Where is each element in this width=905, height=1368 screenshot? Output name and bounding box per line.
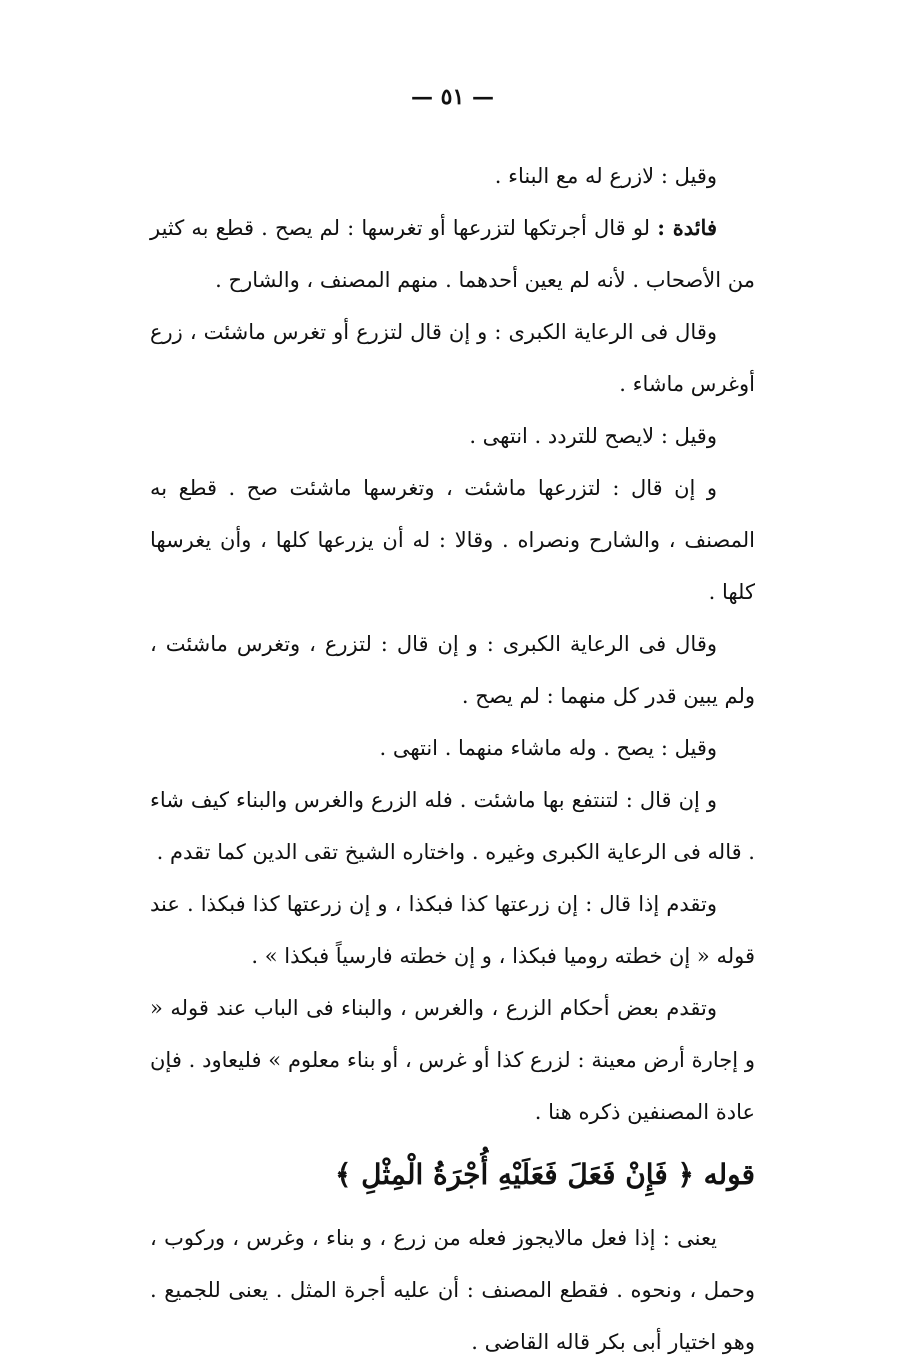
paragraph: وتقدم بعض أحكام الزرع ، والغرس ، والبناء فى الباب عند قوله « و إجارة أرض معينة : لزرع كذا أو غرس ، أو بناء معلوم » فليعاود . فإن عادة المصنفين ذكره هنا . — [150, 996, 755, 1124]
paragraph: وتقدم إذا قال : إن زرعتها كذا فبكذا ، و إن زرعتها كذا فبكذا . عند قوله « إن خطته روميا فبكذا ، و إن خطته فارسياً فبكذا » . — [150, 892, 755, 968]
paragraph-text: لو قال أجرتكها لتزرعها أو تغرسها : لم يصح . قطع به كثير من الأصحاب . لأنه لم يعين أحدهما . منهم المصنف ، والشارح . — [150, 216, 755, 292]
paragraph: وقيل : يصح . وله ماشاء منهما . انتهى . — [379, 736, 717, 760]
note-label: فائدة : — [657, 215, 717, 240]
section-heading: قوله ﴿ فَإِنْ فَعَلَ فَعَلَيْهِ أُجْرَةُ الْمِثْلِ ﴾ — [335, 1158, 755, 1191]
paragraph: و إن قال : لتنتفع بها ماشئت . فله الزرع والغرس والبناء كيف شاء . قاله فى الرعاية الكبرى وغيره . واختاره الشيخ تقى الدين كما تقدم . — [150, 788, 755, 864]
body-text — [150, 150, 755, 1368]
page-number: — ٥١ — — [411, 84, 494, 110]
paragraph: وقال فى الرعاية الكبرى : و إن قال : لتزرع ، وتغرس ماشئت ، ولم يبين قدر كل منهما : لم يصح . — [150, 632, 755, 708]
paragraph: يعنى : إذا فعل مالايجوز فعله من زرع ، و بناء ، وغرس ، وركوب ، وحمل ، ونحوه . فقطع المصنف : أن عليه أجرة المثل . يعنى للجميع . وهو اختيار أبى بكر قاله القاضى . — [150, 1226, 755, 1354]
paragraph — [150, 202, 755, 306]
paragraph: وقيل : لازرع له مع البناء . — [494, 164, 717, 188]
paragraph: و إن قال : لتزرعها ماشئت ، وتغرسها ماشئت صح . قطع به المصنف ، والشارح ونصراه . وقالا : له أن يزرعها كلها ، وأن يغرسها كلها . — [150, 476, 755, 604]
paragraph: وقيل : لايصح للتردد . انتهى . — [469, 424, 717, 448]
paragraph: وقال فى الرعاية الكبرى : و إن قال لتزرع أو تغرس ماشئت ، زرع أوغرس ماشاء . — [150, 320, 755, 396]
